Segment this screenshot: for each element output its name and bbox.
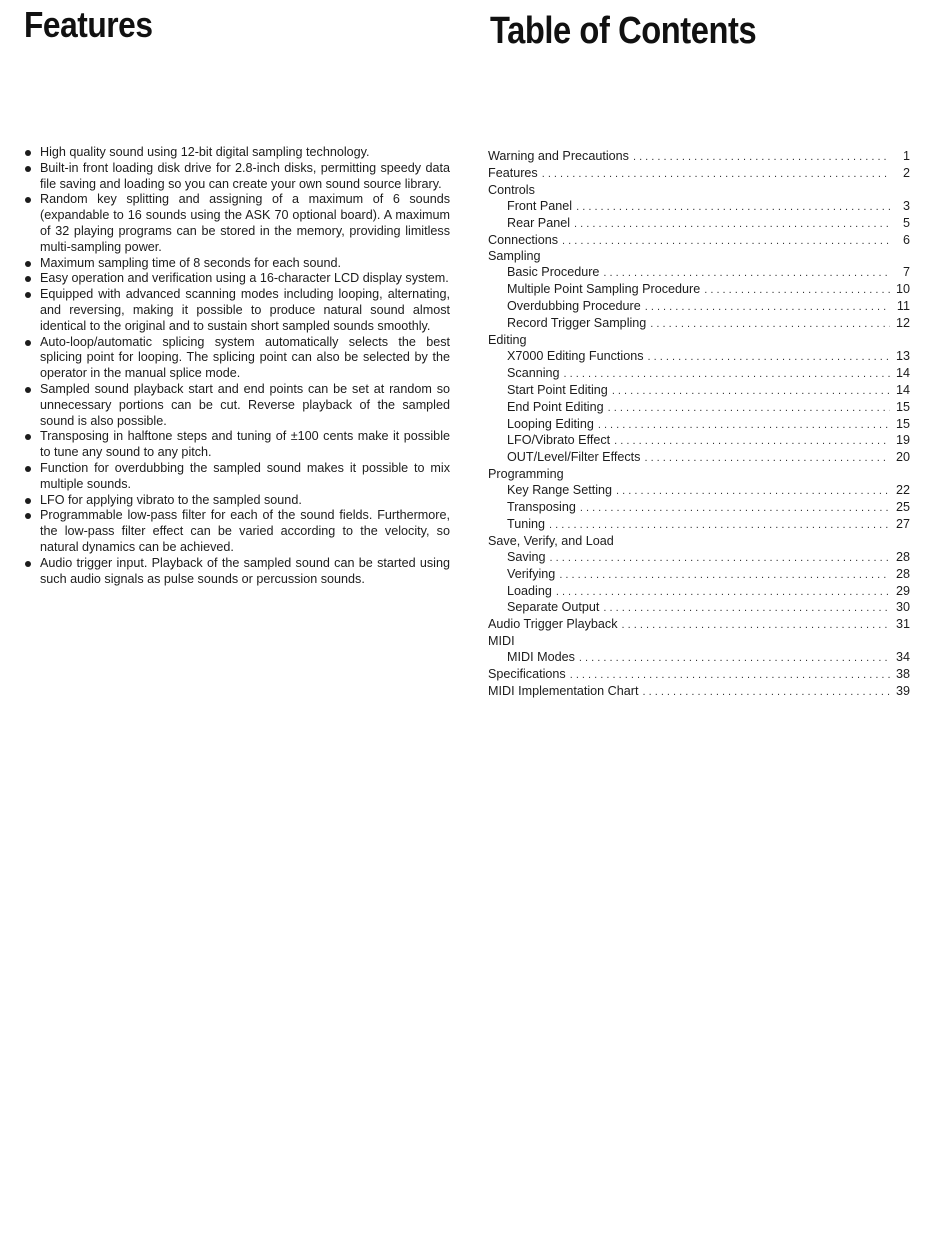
toc-dot-leader <box>645 300 890 316</box>
toc-entry-label: Transposing <box>507 500 576 515</box>
toc-entry-label: MIDI Modes <box>507 650 575 665</box>
toc-dot-leader <box>648 350 890 366</box>
toc-entry[interactable] <box>488 299 910 316</box>
toc-entry-label: Specifications <box>488 667 566 682</box>
feature-item: Easy operation and verification using a 16-character LCD display system. <box>22 271 450 287</box>
toc-entry-label: Saving <box>507 549 546 564</box>
toc-page-number: 22 <box>895 483 910 498</box>
toc-page-number: 39 <box>895 684 910 698</box>
toc-entry-label: X7000 Editing Functions <box>507 348 644 363</box>
feature-item: Programmable low-pass filter for each of the sound fields. Furthermore, the low-pass filter effect can be varied according to the velocity, so natural dynamics can be achieved. <box>22 508 450 555</box>
toc-dot-leader <box>603 266 890 282</box>
toc-dot-leader <box>542 167 890 183</box>
toc-entry[interactable] <box>488 433 910 450</box>
toc-entry[interactable] <box>488 617 910 634</box>
toc-page-number: 14 <box>895 365 910 380</box>
toc-entry-label: Start Point Editing <box>507 382 608 397</box>
toc-entry-label: Audio Trigger Playback <box>488 617 618 632</box>
toc-page-number: 12 <box>895 316 910 331</box>
toc-page-number: 38 <box>895 667 910 682</box>
toc-dot-leader <box>704 283 890 299</box>
toc-page-number: 7 <box>902 265 910 280</box>
toc-dot-leader <box>579 651 890 667</box>
toc-entry-label: Warning and Precautions <box>488 149 629 163</box>
toc-entry-label: Programming <box>488 467 564 482</box>
toc-entry-label: MIDI <box>488 634 515 649</box>
toc-entry[interactable] <box>488 684 910 701</box>
toc-dot-leader <box>562 234 890 250</box>
toc-entry-label: Features <box>488 165 538 180</box>
feature-item: LFO for applying vibrato to the sampled sound. <box>22 493 450 509</box>
toc-entry-label: Rear Panel <box>507 215 571 230</box>
toc-page-number: 25 <box>895 500 910 515</box>
feature-item: Audio trigger input. Playback of the sampled sound can be started using such audio signals as pulse sounds or percussion sounds. <box>22 556 450 588</box>
toc-page-number: 34 <box>895 650 910 665</box>
toc-entry[interactable] <box>488 483 910 500</box>
toc-dot-leader <box>559 568 890 584</box>
toc-page-number: 31 <box>895 617 910 632</box>
toc-entry[interactable] <box>488 383 910 400</box>
toc-entry-label: Key Range Setting <box>507 483 613 498</box>
toc-page-number: 5 <box>902 215 910 230</box>
feature-item: Auto-loop/automatic splicing system automatically selects the best splicing point for looping. The splicing point can also be selected by the operator in the manual splice mode. <box>22 335 450 382</box>
feature-item: Sampled sound playback start and end points can be set at random so unnecessary portions can be cut. Reverse playback of the sampled sound is also possible. <box>22 382 450 429</box>
toc-entry-label: Front Panel <box>507 198 573 213</box>
feature-item: Function for overdubbing the sampled sound makes it possible to mix multiple sounds. <box>22 461 450 493</box>
toc-page-number: 28 <box>895 566 910 581</box>
toc-entry[interactable] <box>488 166 910 183</box>
toc-page-number: 10 <box>895 282 910 297</box>
toc-dot-leader <box>549 518 890 534</box>
toc-dot-leader <box>616 484 890 500</box>
toc-page-number: 20 <box>895 450 910 465</box>
toc-entry-label: End Point Editing <box>507 399 604 414</box>
toc-dot-leader <box>612 384 890 400</box>
toc-entry-label: Basic Procedure <box>507 265 600 280</box>
toc-entry-label: Record Trigger Sampling <box>507 316 647 331</box>
toc-entry-label: Controls <box>488 182 535 197</box>
table-of-contents-list <box>488 149 910 701</box>
toc-dot-leader <box>642 685 890 701</box>
feature-item: Random key splitting and assigning of a maximum of 6 sounds (expandable to 16 sounds using the ASK 70 optional board). A maximum of 32 playing programs can be stored in the memory, providing limitless multi-sampling power. <box>22 192 450 255</box>
toc-entry[interactable] <box>488 333 910 349</box>
toc-entry[interactable] <box>488 183 910 199</box>
toc-entry[interactable] <box>488 584 910 601</box>
feature-item: Transposing in halftone steps and tuning of ±100 cents make it possible to tune any sound to any pitch. <box>22 429 450 461</box>
toc-entry[interactable] <box>488 600 910 617</box>
toc-entry[interactable] <box>488 567 910 584</box>
toc-entry[interactable] <box>488 550 910 567</box>
toc-page-number: 13 <box>895 348 910 363</box>
toc-entry[interactable] <box>488 199 910 216</box>
toc-dot-leader <box>644 451 890 467</box>
toc-page-number: 30 <box>895 600 910 615</box>
toc-entry-label: Editing <box>488 332 527 347</box>
toc-page-number: 14 <box>895 382 910 397</box>
toc-dot-leader <box>580 501 890 517</box>
toc-entry[interactable] <box>488 149 910 166</box>
toc-page-number: 15 <box>895 399 910 414</box>
toc-page-number: 28 <box>895 549 910 564</box>
toc-entry[interactable] <box>488 316 910 333</box>
toc-page-number: 27 <box>895 516 910 531</box>
feature-item: Equipped with advanced scanning modes including looping, alternating, and reversing, making it possible to produce natural sound almost identical to the original and to sustain short sampled sounds smoothly. <box>22 287 450 334</box>
toc-entry[interactable] <box>488 417 910 434</box>
toc-entry-label: MIDI Implementation Chart <box>488 684 639 698</box>
toc-entry-label: LFO/Vibrato Effect <box>507 433 611 448</box>
toc-dot-leader <box>598 418 890 434</box>
feature-item: Maximum sampling time of 8 seconds for each sound. <box>22 256 450 272</box>
toc-page-number: 15 <box>895 416 910 431</box>
toc-page-number: 2 <box>902 165 910 180</box>
table-of-contents-heading: Table of Contents <box>490 10 757 52</box>
toc-entry-label: Looping Editing <box>507 416 594 431</box>
toc-dot-leader <box>564 367 890 383</box>
toc-dot-leader <box>608 401 890 417</box>
toc-entry-label: Scanning <box>507 365 560 380</box>
toc-page-number: 6 <box>902 232 910 247</box>
toc-entry[interactable] <box>488 233 910 250</box>
toc-entry-label: Tuning <box>507 516 546 531</box>
toc-dot-leader <box>603 601 890 617</box>
toc-dot-leader <box>650 317 890 333</box>
toc-page-number: 29 <box>895 583 910 598</box>
toc-entry-label: Connections <box>488 232 559 247</box>
features-heading: Features <box>24 4 153 45</box>
toc-entry[interactable] <box>488 634 910 650</box>
toc-entry-label: Sampling <box>488 249 541 264</box>
toc-entry[interactable] <box>488 400 910 417</box>
toc-dot-leader <box>574 217 890 233</box>
toc-dot-leader <box>550 551 890 567</box>
toc-entry[interactable] <box>488 667 910 684</box>
toc-entry[interactable] <box>488 249 910 265</box>
toc-entry-label: Separate Output <box>507 600 600 615</box>
toc-entry[interactable] <box>488 450 910 467</box>
toc-entry-label: Multiple Point Sampling Procedure <box>507 282 701 297</box>
toc-entry[interactable] <box>488 265 910 282</box>
toc-dot-leader <box>556 585 890 601</box>
toc-dot-leader <box>622 618 890 634</box>
toc-entry[interactable] <box>488 282 910 299</box>
toc-entry[interactable] <box>488 534 910 550</box>
toc-page-number: 1 <box>902 149 910 163</box>
feature-item: Built-in front loading disk drive for 2.8-inch disks, permitting speedy data file saving and loading so you can create your own sound source library. <box>22 161 450 193</box>
toc-dot-leader <box>576 200 890 216</box>
toc-entry-label: Save, Verify, and Load <box>488 533 614 548</box>
toc-entry[interactable] <box>488 216 910 233</box>
feature-item: High quality sound using 12-bit digital sampling technology. <box>22 145 450 161</box>
toc-entry[interactable] <box>488 366 910 383</box>
toc-entry[interactable] <box>488 650 910 667</box>
toc-page-number: 19 <box>895 433 910 448</box>
toc-dot-leader <box>570 668 890 684</box>
toc-entry[interactable] <box>488 349 910 366</box>
toc-dot-leader <box>633 150 890 166</box>
features-list <box>22 145 450 587</box>
toc-page-number: 11 <box>896 299 910 314</box>
toc-entry-label: Loading <box>507 583 552 598</box>
toc-entry-label: OUT/Level/Filter Effects <box>507 450 641 465</box>
toc-entry[interactable] <box>488 500 910 517</box>
toc-entry-label: Overdubbing Procedure <box>507 299 641 314</box>
toc-dot-leader <box>614 434 890 450</box>
toc-entry-label: Verifying <box>507 566 556 581</box>
toc-entry[interactable] <box>488 517 910 534</box>
toc-entry[interactable] <box>488 467 910 483</box>
toc-page-number: 3 <box>902 198 910 213</box>
